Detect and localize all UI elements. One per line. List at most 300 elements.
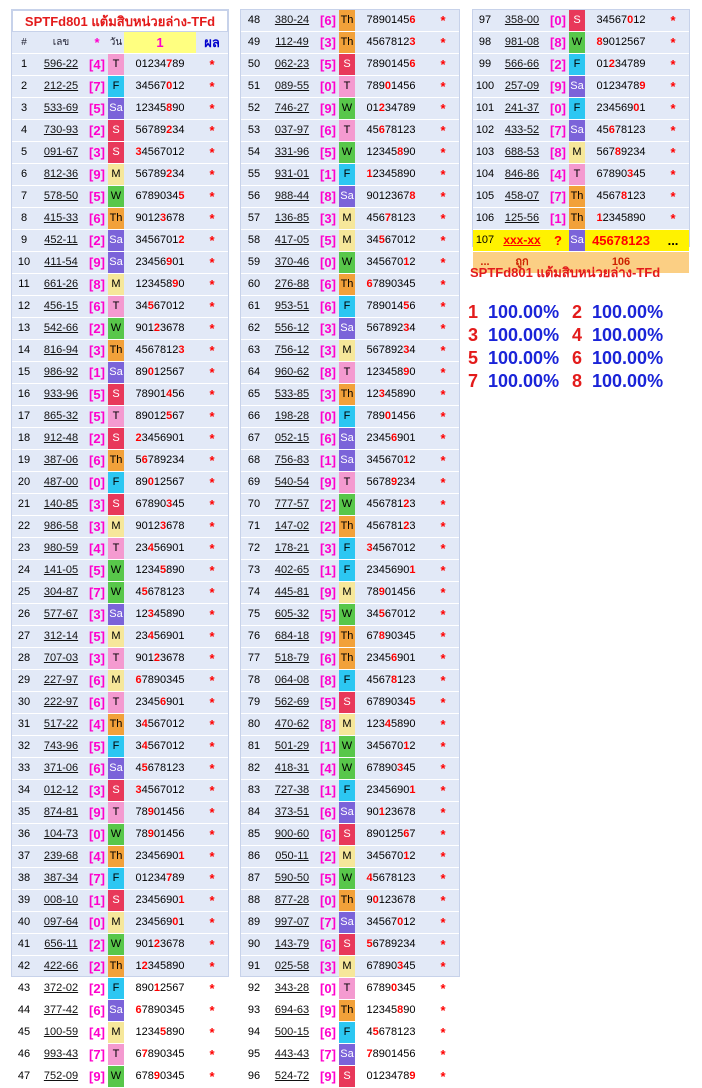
row-star: * (196, 912, 228, 934)
row-hit-digit: 3 (403, 344, 410, 356)
row-number-link[interactable]: 241-37 (504, 102, 540, 114)
table-row (12, 824, 228, 846)
row-seq-digit: 1 (166, 586, 173, 598)
row-seq-digit: 9 (378, 80, 385, 92)
row-number-link[interactable]: 727-38 (274, 784, 310, 796)
row-seq-digit: 1 (639, 102, 646, 114)
row-index: 20 (12, 472, 36, 494)
row-number-link[interactable]: 752-09 (43, 1070, 79, 1082)
row-number-link[interactable]: 605-32 (274, 608, 310, 620)
row-star: * (657, 208, 689, 230)
row-index: 83 (241, 780, 267, 802)
row-star: * (196, 362, 228, 384)
row-seq-digit: 4 (372, 916, 379, 928)
row-number-link[interactable]: 091-67 (43, 146, 79, 158)
row-number-link[interactable]: 756-83 (274, 454, 310, 466)
row-number-link[interactable]: 517-22 (43, 718, 79, 730)
table-row (473, 120, 689, 142)
row-day: Th (108, 714, 124, 736)
row-seq-digit: 3 (135, 718, 142, 730)
row-number-link[interactable]: 312-14 (43, 630, 79, 642)
row-number-link[interactable]: 730-93 (43, 124, 79, 136)
row-hit-digit: 6 (366, 278, 373, 290)
row-number-link[interactable]: 377-42 (43, 1004, 79, 1016)
row-day: Sa (108, 230, 124, 252)
row-sequence (124, 692, 196, 714)
row-number-link[interactable]: 746-27 (274, 102, 310, 114)
row-sequence (355, 296, 427, 318)
pending-number[interactable]: xxx-xx (497, 230, 547, 252)
table-row (241, 142, 459, 164)
row-number-link[interactable]: 178-21 (274, 542, 310, 554)
row-seq-digit: 1 (627, 124, 634, 136)
row-number-link[interactable]: 960-62 (274, 366, 310, 378)
row-hit-digit: 7 (384, 212, 391, 224)
row-number-link[interactable]: 777-57 (274, 498, 310, 510)
row-number-link[interactable]: 100-59 (43, 1026, 79, 1038)
row-seq-digit: 5 (621, 212, 628, 224)
row-seq-digit: 6 (372, 344, 379, 356)
row-sequence (355, 670, 427, 692)
row-seq-digit: 9 (178, 58, 185, 70)
row-number-link[interactable]: 052-15 (274, 432, 310, 444)
table-row (241, 472, 459, 494)
row-number-link[interactable]: 064-08 (274, 674, 310, 686)
row-number-link[interactable]: 566-66 (504, 58, 540, 70)
row-number-link[interactable]: 371-06 (43, 762, 79, 774)
row-number-link[interactable]: 387-34 (43, 872, 79, 884)
row-index: 49 (241, 32, 267, 54)
row-hit-digit: 1 (378, 806, 385, 818)
row-number-link[interactable]: 372-02 (43, 982, 79, 994)
row-number-link[interactable]: 986-58 (43, 520, 79, 532)
row-number-link[interactable]: 331-96 (274, 146, 310, 158)
row-star: * (657, 54, 689, 76)
row-index: 69 (241, 472, 267, 494)
row-seq-digit: 4 (135, 762, 142, 774)
row-day: F (108, 736, 124, 758)
stat-row (468, 348, 693, 371)
row-hit-digit: 8 (397, 146, 404, 158)
row-hit-digit: 6 (608, 124, 615, 136)
row-index: 67 (241, 428, 267, 450)
row-number-link[interactable]: 986-92 (43, 366, 79, 378)
row-index: 33 (12, 758, 36, 780)
row-number-link[interactable]: 402-65 (274, 564, 310, 576)
row-number-link[interactable]: 556-12 (274, 322, 310, 334)
row-seq-digit: 0 (621, 168, 628, 180)
row-number-link[interactable]: 343-28 (274, 982, 310, 994)
row-number-cell (267, 912, 317, 934)
row-digit: [9] (317, 1066, 339, 1088)
row-number-link[interactable]: 089-55 (274, 80, 310, 92)
row-seq-digit: 6 (397, 894, 404, 906)
row-seq-digit: 8 (147, 1048, 154, 1060)
row-sequence (355, 582, 427, 604)
row-day: S (108, 142, 124, 164)
row-number-link[interactable]: 993-43 (43, 1048, 79, 1060)
row-number-link[interactable]: 578-50 (43, 190, 79, 202)
row-number-cell (267, 296, 317, 318)
row-hit-digit: 7 (141, 1048, 148, 1060)
row-digit: [8] (547, 142, 569, 164)
row-seq-digit: 5 (403, 410, 410, 422)
stat-percent: 100.00% (592, 325, 664, 345)
row-day: Sa (108, 98, 124, 120)
row-hit-digit: 9 (403, 366, 410, 378)
row-number-link[interactable]: 136-85 (274, 212, 310, 224)
row-number-link[interactable]: 981-08 (504, 36, 540, 48)
row-seq-digit: 6 (166, 652, 173, 664)
row-seq-digit: 6 (153, 718, 160, 730)
table-row (241, 208, 459, 230)
row-seq-digit: 8 (178, 938, 185, 950)
row-hit-digit: 1 (403, 850, 410, 862)
row-number-cell (36, 736, 86, 758)
row-hit-digit: 8 (166, 102, 173, 114)
row-number-link[interactable]: 518-79 (274, 652, 310, 664)
row-number-cell (267, 1066, 317, 1088)
row-seq-digit: 9 (397, 564, 404, 576)
row-number-link[interactable]: 025-58 (274, 960, 310, 972)
row-digit: [3] (86, 494, 108, 516)
row-seq-digit: 1 (172, 146, 179, 158)
row-number-link[interactable]: 501-29 (274, 740, 310, 752)
row-sequence (355, 780, 427, 802)
row-digit: [9] (317, 1000, 339, 1022)
row-number-link[interactable]: 418-31 (274, 762, 310, 774)
row-seq-digit: 0 (166, 234, 173, 246)
row-hit-digit: 7 (366, 1048, 373, 1060)
stat-percent: 100.00% (488, 348, 560, 368)
row-number-link[interactable]: 304-87 (43, 586, 79, 598)
row-number-link[interactable]: 227-97 (43, 674, 79, 686)
row-seq-digit: 2 (409, 454, 416, 466)
row-seq-digit: 2 (596, 102, 603, 114)
row-seq-digit: 0 (147, 410, 154, 422)
row-seq-digit: 7 (160, 234, 167, 246)
row-seq-digit: 3 (384, 102, 391, 114)
table-row (241, 1066, 459, 1088)
row-day: Th (339, 516, 355, 538)
row-seq-digit: 9 (153, 674, 160, 686)
row-number-link[interactable]: 816-94 (43, 344, 79, 356)
row-number-link[interactable]: 147-02 (274, 520, 310, 532)
row-seq-digit: 4 (172, 1048, 179, 1060)
row-day: Sa (569, 76, 585, 98)
row-seq-digit: 9 (614, 168, 621, 180)
row-number-link[interactable]: 590-50 (274, 872, 310, 884)
row-number-link[interactable]: 222-97 (43, 696, 79, 708)
row-seq-digit: 2 (178, 718, 185, 730)
row-index: 48 (241, 10, 267, 32)
row-number-link[interactable]: 694-63 (274, 1004, 310, 1016)
row-seq-digit: 2 (366, 652, 373, 664)
header-one: 1 (124, 32, 196, 54)
row-day: Th (339, 648, 355, 670)
row-seq-digit: 3 (409, 872, 416, 884)
row-digit: [3] (317, 384, 339, 406)
row-star: * (427, 890, 459, 912)
row-day: Sa (569, 120, 585, 142)
row-digit: [7] (547, 186, 569, 208)
row-seq-digit: 8 (608, 168, 615, 180)
row-seq-digit: 9 (160, 124, 167, 136)
row-seq-digit: 6 (602, 146, 609, 158)
row-seq-digit: 8 (166, 564, 173, 576)
row-seq-digit: 4 (141, 784, 148, 796)
row-number-link[interactable]: 997-07 (274, 916, 310, 928)
row-seq-digit: 8 (378, 278, 385, 290)
row-index: 68 (241, 450, 267, 472)
row-day: T (108, 692, 124, 714)
row-number-link[interactable]: 112-49 (275, 36, 309, 48)
row-star: * (427, 626, 459, 648)
row-number-link[interactable]: 877-28 (274, 894, 310, 906)
row-number-link[interactable]: 577-67 (43, 608, 79, 620)
row-seq-digit: 0 (397, 608, 404, 620)
row-seq-digit: 1 (147, 938, 154, 950)
row-star: * (196, 296, 228, 318)
row-number-link[interactable]: 140-85 (43, 498, 79, 510)
row-seq-digit: 3 (409, 498, 416, 510)
row-number-cell (497, 186, 547, 208)
row-number-link[interactable]: 050-11 (275, 850, 309, 862)
row-seq-digit: 4 (153, 278, 160, 290)
row-hit-digit: 2 (141, 960, 148, 972)
row-digit: [7] (86, 1044, 108, 1066)
row-star: * (427, 406, 459, 428)
row-seq-digit: 2 (409, 850, 416, 862)
row-seq-digit: 3 (141, 432, 148, 444)
row-number-link[interactable]: 874-81 (43, 806, 79, 818)
row-number-link[interactable]: 933-96 (43, 388, 79, 400)
row-number-link[interactable]: 656-11 (44, 938, 78, 950)
row-number-link[interactable]: 411-54 (44, 256, 78, 268)
row-number-link[interactable]: 212-25 (43, 80, 79, 92)
row-sequence (124, 472, 196, 494)
row-seq-digit: 1 (153, 366, 160, 378)
row-number-link[interactable]: 684-18 (274, 630, 310, 642)
row-index: 12 (12, 296, 36, 318)
row-seq-digit: 6 (160, 850, 167, 862)
row-number-link[interactable]: 487-00 (43, 476, 79, 488)
row-seq-digit: 2 (409, 916, 416, 928)
row-seq-digit: 0 (409, 1004, 416, 1016)
row-number-link[interactable]: 062-23 (274, 58, 310, 70)
row-seq-digit: 6 (391, 784, 398, 796)
row-star: * (657, 164, 689, 186)
row-number-link[interactable]: 661-26 (43, 278, 79, 290)
row-seq-digit: 1 (391, 58, 398, 70)
row-index: 34 (12, 780, 36, 802)
row-number-link[interactable]: 865-32 (43, 410, 79, 422)
row-seq-digit: 7 (372, 696, 379, 708)
row-seq-digit: 7 (153, 762, 160, 774)
row-day: S (108, 428, 124, 450)
row-day: W (339, 758, 355, 780)
table-row (241, 846, 459, 868)
row-seq-digit: 3 (409, 520, 416, 532)
row-number-link[interactable]: 370-46 (274, 256, 310, 268)
row-index: 7 (12, 186, 36, 208)
row-number-link[interactable]: 125-56 (504, 212, 540, 224)
row-number-link[interactable]: 540-54 (274, 476, 310, 488)
row-number-link[interactable]: 900-60 (274, 828, 310, 840)
row-number-link[interactable]: 988-44 (274, 190, 310, 202)
row-seq-digit: 4 (409, 476, 416, 488)
row-sequence (355, 802, 427, 824)
row-index: 98 (473, 32, 497, 54)
row-star: * (427, 1000, 459, 1022)
row-number-link[interactable]: 104-73 (43, 828, 79, 840)
row-number-cell (36, 714, 86, 736)
row-star: * (196, 670, 228, 692)
row-day: Th (339, 10, 355, 32)
row-index: 75 (241, 604, 267, 626)
row-number-cell (267, 406, 317, 428)
row-seq-digit: 4 (409, 322, 416, 334)
row-number-link[interactable]: 257-09 (504, 80, 540, 92)
row-number-link[interactable]: 562-69 (274, 696, 310, 708)
row-number-link[interactable]: 008-10 (43, 894, 79, 906)
row-seq-digit: 5 (372, 124, 379, 136)
row-number-link[interactable]: 931-01 (274, 168, 310, 180)
row-hit-digit: 6 (409, 14, 416, 26)
row-seq-digit: 5 (378, 454, 385, 466)
stat-percent: 100.00% (488, 371, 560, 391)
row-seq-digit: 8 (378, 960, 385, 972)
row-number-link[interactable]: 373-51 (274, 806, 310, 818)
row-seq-digit: 3 (409, 124, 416, 136)
row-seq-digit: 4 (397, 586, 404, 598)
row-seq-digit: 3 (141, 542, 148, 554)
row-number-link[interactable]: 417-05 (274, 234, 310, 246)
row-seq-digit: 3 (397, 630, 404, 642)
row-number-link[interactable]: 422-66 (43, 960, 79, 972)
row-star: * (196, 538, 228, 560)
row-seq-digit: 5 (372, 36, 379, 48)
row-number-link[interactable]: 456-15 (43, 300, 79, 312)
table-row (12, 384, 228, 406)
table-row (12, 252, 228, 274)
row-hit-digit: 5 (160, 1026, 167, 1038)
row-star: * (657, 76, 689, 98)
row-sequence (355, 868, 427, 890)
row-sequence (355, 164, 427, 186)
row-number-link[interactable]: 198-28 (274, 410, 310, 422)
row-number-link[interactable]: 533-85 (274, 388, 310, 400)
row-seq-digit: 6 (172, 982, 179, 994)
table-row (12, 736, 228, 758)
row-seq-digit: 8 (397, 388, 404, 400)
row-seq-digit: 8 (391, 1026, 398, 1038)
row-hit-digit: 3 (147, 608, 154, 620)
row-seq-digit: 8 (153, 124, 160, 136)
row-number-link[interactable]: 596-22 (43, 58, 79, 70)
row-seq-digit: 0 (391, 960, 398, 972)
row-index: 39 (12, 890, 36, 912)
row-seq-digit: 1 (366, 366, 373, 378)
row-number-link[interactable]: 445-81 (274, 586, 310, 598)
row-number-link[interactable]: 912-48 (43, 432, 79, 444)
row-digit: [0] (86, 824, 108, 846)
row-number-link[interactable]: 380-24 (274, 14, 310, 26)
row-day: M (569, 142, 585, 164)
row-seq-digit: 2 (160, 476, 167, 488)
row-seq-digit: 1 (397, 520, 404, 532)
row-index: 58 (241, 230, 267, 252)
row-number-link[interactable]: 688-53 (504, 146, 540, 158)
row-number-link[interactable]: 415-33 (43, 212, 79, 224)
row-day: W (108, 934, 124, 956)
page-title: SPTFd801 แต้มสิบหน่วยล่าง-TFd (12, 10, 228, 32)
row-number-link[interactable]: 097-64 (43, 916, 79, 928)
row-sequence (124, 890, 196, 912)
row-sequence (355, 340, 427, 362)
row-number-link[interactable]: 470-62 (274, 718, 310, 730)
row-hit-digit: 8 (596, 36, 603, 48)
row-seq-digit: 0 (166, 146, 173, 158)
row-number-cell (267, 32, 317, 54)
table-row (241, 714, 459, 736)
row-number-link[interactable]: 756-12 (274, 344, 310, 356)
row-digit: [3] (86, 780, 108, 802)
row-number-link[interactable]: 707-03 (43, 652, 79, 664)
row-number-link[interactable]: 812-36 (43, 168, 79, 180)
table-row (241, 824, 459, 846)
row-seq-digit: 9 (397, 784, 404, 796)
row-seq-digit: 0 (166, 740, 173, 752)
row-index: 47 (12, 1066, 36, 1088)
row-seq-digit: 2 (141, 1026, 148, 1038)
row-number-link[interactable]: 143-79 (274, 938, 310, 950)
row-star: * (196, 76, 228, 98)
row-seq-digit: 5 (178, 1004, 185, 1016)
row-number-link[interactable]: 533-69 (43, 102, 79, 114)
row-seq-digit: 5 (602, 124, 609, 136)
row-seq-digit: 1 (602, 58, 609, 70)
row-number-link[interactable]: 433-52 (504, 124, 540, 136)
row-seq-digit: 5 (384, 784, 391, 796)
row-number-link[interactable]: 141-05 (43, 564, 79, 576)
row-number-link[interactable]: 239-68 (43, 850, 79, 862)
row-number-link[interactable]: 452-11 (44, 234, 78, 246)
table-row (12, 472, 228, 494)
row-number-link[interactable]: 500-15 (274, 1026, 310, 1038)
row-number-link[interactable]: 358-00 (504, 14, 540, 26)
row-number-link[interactable]: 012-12 (43, 784, 79, 796)
row-number-cell (36, 230, 86, 252)
row-number-link[interactable]: 276-88 (274, 278, 310, 290)
row-star: * (196, 1022, 228, 1044)
row-number-cell (36, 186, 86, 208)
row-number-link[interactable]: 443-43 (274, 1048, 310, 1060)
row-seq-digit: 9 (153, 1048, 160, 1060)
row-number-link[interactable]: 846-86 (504, 168, 540, 180)
row-number-link[interactable]: 037-97 (274, 124, 310, 136)
row-number-link[interactable]: 524-72 (274, 1070, 310, 1082)
row-seq-digit: 6 (160, 630, 167, 642)
row-number-link[interactable]: 458-07 (504, 190, 540, 202)
row-number-link[interactable]: 542-66 (43, 322, 79, 334)
row-number-link[interactable]: 387-06 (43, 454, 79, 466)
row-number-link[interactable]: 743-96 (43, 740, 79, 752)
pending-dots: ... (657, 230, 689, 252)
row-number-link[interactable]: 953-51 (274, 300, 310, 312)
row-number-link[interactable]: 980-59 (43, 542, 79, 554)
row-seq-digit: 0 (166, 300, 173, 312)
